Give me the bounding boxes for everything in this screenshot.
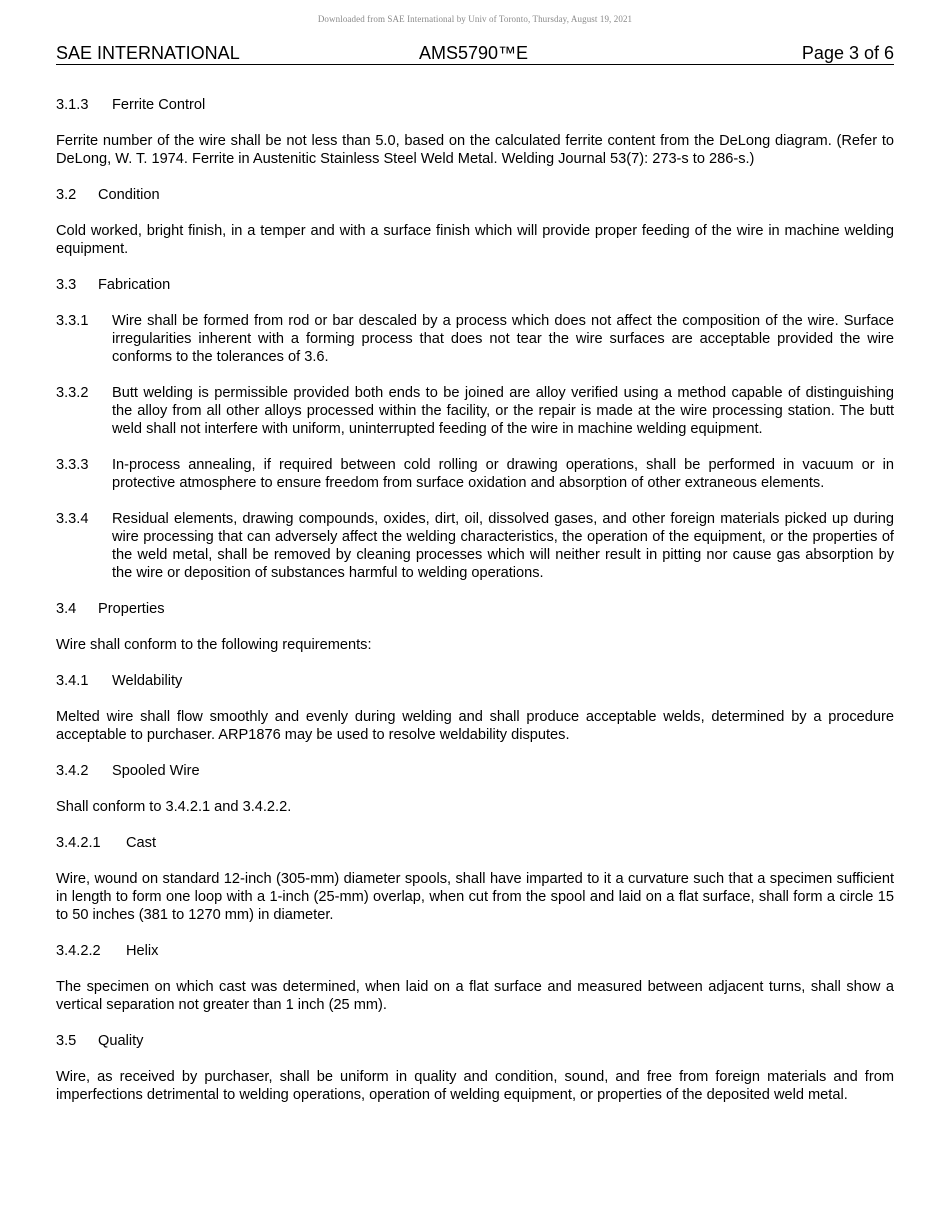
section-number: 3.4.2.2 xyxy=(56,943,101,959)
section-number: 3.4 xyxy=(56,601,77,617)
section-item-3-3-4 xyxy=(56,510,894,582)
section-heading-3-4 xyxy=(56,600,894,618)
page-header xyxy=(56,43,894,65)
section-title: Ferrite Control xyxy=(112,97,206,113)
section-heading-3-5 xyxy=(56,1032,894,1050)
section-number: 3.4.2.1 xyxy=(56,835,101,851)
section-number: 3.2 xyxy=(56,187,77,203)
section-paragraph-3-1-3: Ferrite number of the wire shall be not less than 5.0, based on the calculated ferrite content from the DeLong diagram. (Refer to DeLong, W. T. 1974. Ferrite in Austenitic Stainless Steel Weld Metal. Welding Journal 53(7): 273-s to 286-s.) xyxy=(56,133,894,167)
section-paragraph-3-4: Wire shall conform to the following requirements: xyxy=(56,637,372,653)
section-paragraph-3-4-2-1: Wire, wound on standard 12-inch (305-mm) diameter spools, shall have imparted to it a curvature such that a specimen sufficient in length to form one loop with a 1-inch (25-mm) overlap, when cut from the spool and laid on a flat surface, shall form a circle 15 to 50 inches (381 to 1270 mm) in diameter. xyxy=(56,871,894,923)
header-document-id: AMS5790™E xyxy=(419,43,529,63)
section-number: 3.5 xyxy=(56,1033,77,1049)
section-number: 3.4.2 xyxy=(56,763,89,779)
download-watermark: Downloaded from SAE International by Univ of Toronto, Thursday, August 19, 2021 xyxy=(317,14,633,24)
section-number: 3.4.1 xyxy=(56,673,89,689)
section-heading-3-2 xyxy=(56,186,894,204)
section-number: 3.1.3 xyxy=(56,97,89,113)
section-item-3-3-3 xyxy=(56,456,894,492)
section-item-3-3-2 xyxy=(56,384,894,438)
section-paragraph-3-2: Cold worked, bright finish, in a temper and with a surface finish which will provide proper feeding of the wire in machine welding equipment. xyxy=(56,223,894,257)
section-title: Cast xyxy=(126,835,157,851)
section-heading-3-4-2-1 xyxy=(56,834,894,852)
section-paragraph-3-5: Wire, as received by purchaser, shall be uniform in quality and condition, sound, and free from foreign materials and from imperfections detrimental to welding operations, operation of welding equipment, or properties of the deposited weld metal. xyxy=(56,1069,894,1103)
header-page-number: Page 3 of 6 xyxy=(801,43,894,63)
section-title: Weldability xyxy=(112,673,183,689)
section-title: Properties xyxy=(98,601,165,617)
section-item-3-3-1 xyxy=(56,312,894,366)
section-title: Quality xyxy=(98,1033,144,1049)
header-organization: SAE INTERNATIONAL xyxy=(56,43,240,63)
section-heading-3-4-2 xyxy=(56,762,894,780)
section-heading-3-3 xyxy=(56,276,894,294)
section-paragraph-3-4-1: Melted wire shall flow smoothly and evenly during welding and shall produce acceptable welds, determined by a procedure acceptable to purchaser. ARP1876 may be used to resolve weldability disputes. xyxy=(56,709,894,743)
section-title: Fabrication xyxy=(98,277,171,293)
section-heading-3-4-1 xyxy=(56,672,894,690)
section-number: 3.3.3 xyxy=(56,457,89,473)
section-number: 3.3.4 xyxy=(56,511,89,527)
section-title: Spooled Wire xyxy=(112,763,200,779)
section-item-text: Residual elements, drawing compounds, oxides, dirt, oil, dissolved gases, and other foreign materials picked up during wire processing that can adversely affect the welding characteristics, the operation of the equipment, or the properties of the weld metal, shall be removed by cleaning processes which will neither result in pitting nor cause gas absorption by the wire or deposition of substances harmful to welding operations. xyxy=(112,511,894,581)
section-heading-3-1-3 xyxy=(56,96,894,114)
section-number: 3.3 xyxy=(56,277,77,293)
section-number: 3.3.1 xyxy=(56,313,89,329)
section-title: Helix xyxy=(126,943,159,959)
section-item-text: Wire shall be formed from rod or bar descaled by a process which does not affect the composition of the wire. Surface irregularities inherent with a forming process that does not tear the wire surfaces are acceptable provided the wire conforms to the tolerances of 3.6. xyxy=(112,313,894,365)
section-heading-3-4-2-2 xyxy=(56,942,894,960)
document-body xyxy=(56,96,894,1122)
section-paragraph-3-4-2: Shall conform to 3.4.2.1 and 3.4.2.2. xyxy=(56,799,292,815)
section-paragraph-3-4-2-2: The specimen on which cast was determined, when laid on a flat surface and measured between adjacent turns, shall show a vertical separation not greater than 1 inch (25 mm). xyxy=(56,979,894,1013)
section-number: 3.3.2 xyxy=(56,385,89,401)
section-item-text: Butt welding is permissible provided both ends to be joined are alloy verified using a method capable of distinguishing the alloy from all other alloys processed within the facility, or the repair is made at the wire processing station. The butt weld shall not interfere with uniform, uninterrupted feeding of the wire in machine welding equipment. xyxy=(112,385,894,437)
section-title: Condition xyxy=(98,187,160,203)
section-item-text: In-process annealing, if required between cold rolling or drawing operations, shall be performed in vacuum or in protective atmosphere to ensure freedom from surface oxidation and absorption of other extraneous elements. xyxy=(112,457,894,491)
